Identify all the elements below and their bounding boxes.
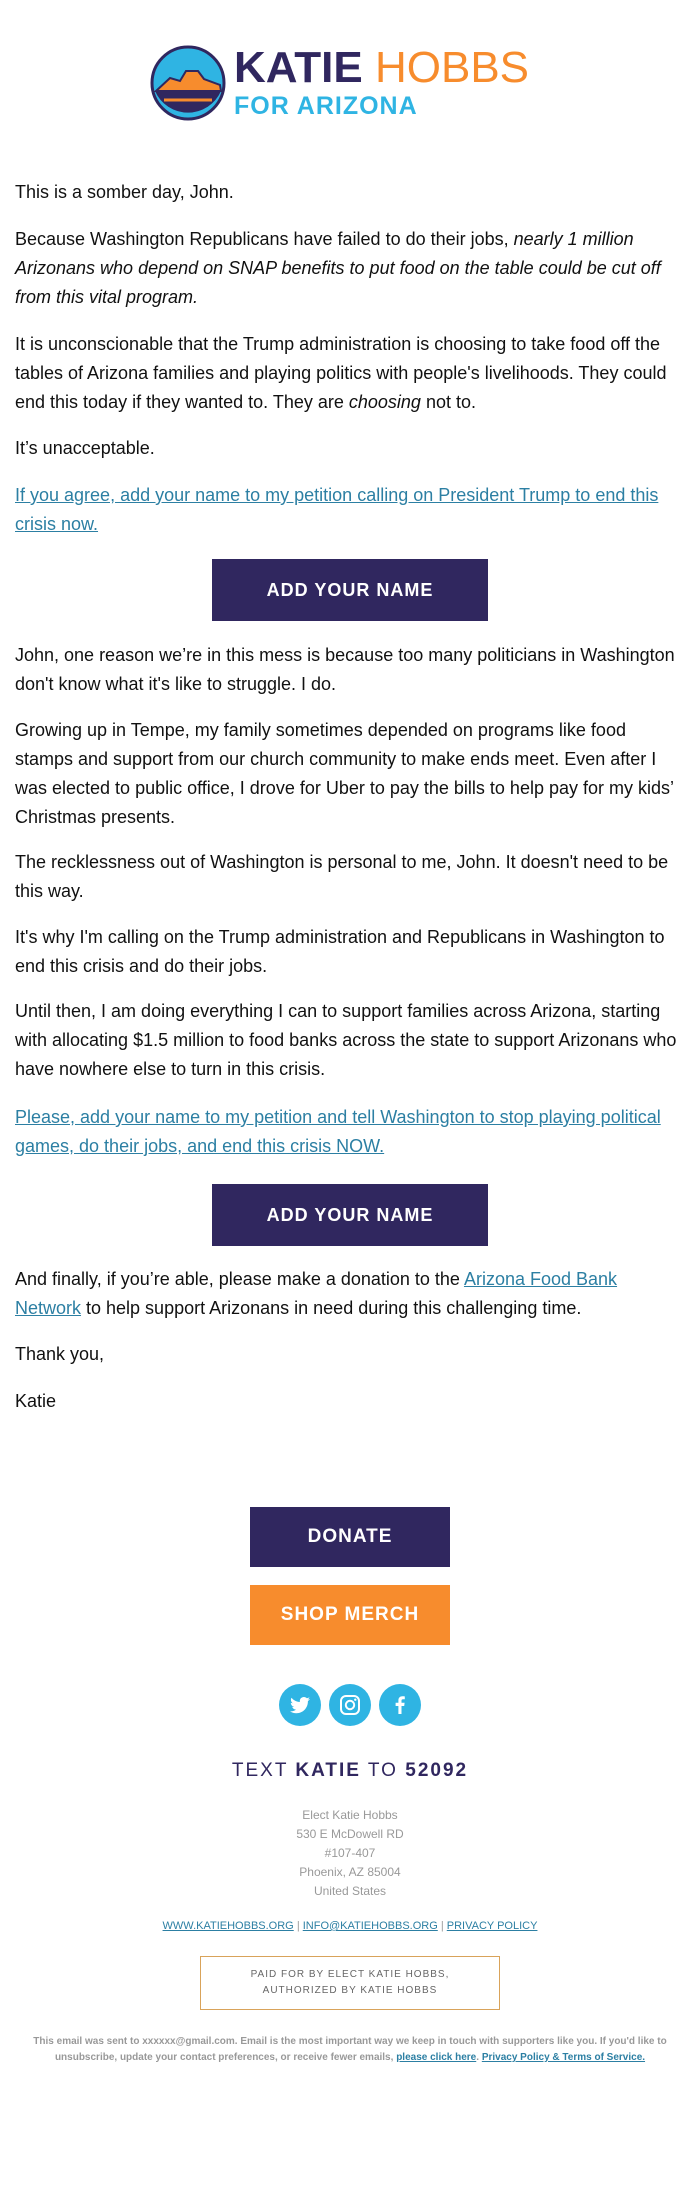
paid-for-line-2: AUTHORIZED BY KATIE HOBBS xyxy=(262,1985,438,1996)
paragraph-calling-on: It's why I'm calling on the Trump administration and Republicans in Washington to end this crisis and do their jobs. xyxy=(15,927,665,976)
paragraph-struggle: John, one reason we’re in this mess is because too many politicians in Washington don't know what it's like to struggle. I do. xyxy=(15,645,675,694)
logo-name-katie: KATIE xyxy=(234,43,363,92)
unsubscribe-link[interactable]: please click here xyxy=(396,2052,477,2063)
arizona-landscape-icon xyxy=(150,45,226,121)
paragraph-food-banks: Until then, I am doing everything I can to support families across Arizona, starting with allocating $1.5 million to food banks across the state to support Arizonans who have nowhere else to turn in this crisis. xyxy=(15,1001,677,1079)
footer-links xyxy=(0,1918,700,1934)
address-line-3: #107-407 xyxy=(324,1846,376,1860)
add-your-name-button-2[interactable]: ADD YOUR NAME xyxy=(212,1184,488,1246)
text-to-join xyxy=(0,1760,700,1782)
signature: Katie xyxy=(15,1391,57,1411)
fine-print-dot: . xyxy=(476,2052,480,2063)
greeting: This is a somber day, John. xyxy=(15,182,234,202)
paragraph-snap xyxy=(15,225,687,312)
text-prefix: TEXT xyxy=(231,1760,289,1781)
paid-for-line-1: PAID FOR BY ELECT KATIE HOBBS, xyxy=(250,1969,450,1980)
shop-merch-button[interactable]: SHOP MERCH xyxy=(250,1585,450,1645)
paragraph-donation-end: to help support Arizonans in need during this challenging time. xyxy=(81,1298,582,1318)
paragraph-unacceptable: It’s unacceptable. xyxy=(15,438,155,458)
email-link[interactable]: INFO@KATIEHOBBS.ORG xyxy=(302,1920,438,1932)
address-line-2: 530 E McDowell RD xyxy=(296,1827,404,1841)
paragraph-tempe: Growing up in Tempe, my family sometimes depended on programs like food stamps and support from our church community to make ends meet. Even after I was elected to public office, I drove for Uber to pay the bills to help pay for my kids’ Christmas presents. xyxy=(15,720,674,827)
paragraph-donation xyxy=(15,1265,687,1323)
paragraph-snap-text: Because Washington Republicans have failed to do their jobs, xyxy=(15,229,514,249)
paragraph-snap-emphasis: nearly 1 million Arizonans who depend on SNAP benefits to put food on the table could be cut off from this vital program. xyxy=(15,229,661,307)
text-number: 52092 xyxy=(405,1760,469,1781)
paragraph-unconscionable-text: It is unconscionable that the Trump administration is choosing to take food off the tables of Arizona families and playing politics with people's livelihoods. They could end this today if they wanted to. They are xyxy=(15,334,667,412)
closing: Thank you, xyxy=(15,1344,105,1364)
paid-for-box xyxy=(200,1956,500,2010)
paragraph-unconscionable xyxy=(15,330,687,417)
facebook-link[interactable] xyxy=(379,1684,421,1726)
text-keyword: KATIE xyxy=(295,1760,361,1781)
paragraph-unconscionable-emphasis: choosing xyxy=(348,392,421,412)
petition-link-2[interactable]: Please, add your name to my petition and tell Washington to stop playing political games, do their jobs, and end this crisis NOW. xyxy=(15,1107,661,1156)
link-separator: | xyxy=(440,1920,444,1932)
paragraph-donation-text: And finally, if you’re able, please make a donation to the xyxy=(15,1269,464,1289)
campaign-logo xyxy=(150,45,550,125)
petition-link-paragraph xyxy=(15,481,687,539)
fine-print-text: This email was sent to xxxxxx@gmail.com. Email is the most important way we keep in touch with supporters like you. If you'd like to unsubscribe, update your contact preferences, or receive fewer emails, xyxy=(33,2036,667,2063)
donate-button[interactable]: DONATE xyxy=(250,1507,450,1567)
add-your-name-button-1[interactable]: ADD YOUR NAME xyxy=(212,559,488,621)
fine-print xyxy=(20,2034,680,2066)
instagram-icon xyxy=(338,1693,362,1717)
website-link[interactable]: WWW.KATIEHOBBS.ORG xyxy=(162,1920,294,1932)
petition-link-paragraph-2 xyxy=(15,1103,687,1161)
instagram-link[interactable] xyxy=(329,1684,371,1726)
petition-link-1[interactable]: If you agree, add your name to my petition calling on President Trump to end this crisis now. xyxy=(15,485,659,534)
link-separator: | xyxy=(296,1920,300,1932)
paragraph-recklessness: The recklessness out of Washington is personal to me, John. It doesn't need to be this way. xyxy=(15,852,669,901)
privacy-policy-link[interactable]: PRIVACY POLICY xyxy=(446,1920,538,1932)
address-line-4: Phoenix, AZ 85004 xyxy=(299,1865,401,1879)
twitter-icon xyxy=(288,1693,312,1717)
logo-name-hobbs: HOBBS xyxy=(374,43,530,92)
twitter-link[interactable] xyxy=(279,1684,321,1726)
facebook-icon xyxy=(388,1693,412,1717)
paragraph-unconscionable-end: not to. xyxy=(420,392,476,412)
logo-for-arizona: FOR ARIZONA xyxy=(234,92,418,120)
terms-link[interactable]: Privacy Policy & Terms of Service. xyxy=(481,2052,646,2063)
address-line-5: United States xyxy=(313,1884,387,1898)
food-bank-link[interactable]: Arizona Food Bank Network xyxy=(15,1269,618,1318)
address-line-1: Elect Katie Hobbs xyxy=(302,1808,398,1822)
text-middle: TO xyxy=(367,1760,398,1781)
